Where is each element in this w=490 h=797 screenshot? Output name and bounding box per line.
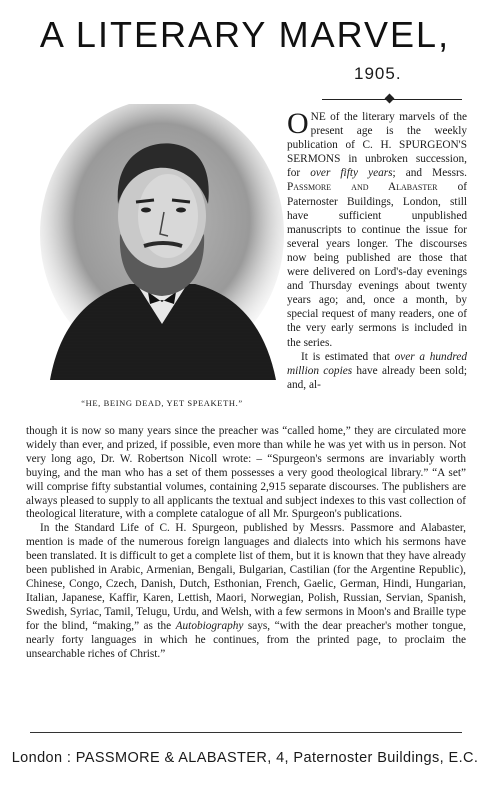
languages-text-1: In the Standard Life of C. H. Spurgeon, published by Messrs. Passmore and Alabaster, mention is made of the numerous foreign languages and dialects into which his sermons have been translated. It is difficult to get a complete list of them, but it is known that they have already been published in Arabic, Armenian, Bengali, Bulgarian, Castilian (for the Argentine Republic), Chinese, Congo, Czech, Danish, Dutch, Esthonian, French, Gaelic, German, Hindi, Hungarian, Italian, Japanese, Kaffir, Karen, Lettish, Maori, Norwegian, Polish, Russian, Servian, Spanish, Swedish, Syriac, Tamil, Telugu, Urdu, and Welsh, with a few sermons in Moon's and Braille type for the blind, “making,” as the: [26, 522, 466, 632]
estimate-text-2: have already been sold; and, al-: [287, 364, 467, 391]
intro-text-1: NE of the literary marvels of the present age is the weekly publication of C. H. SPURGEON'S SERMONS in unbroken succession, for: [287, 111, 467, 180]
page-title: A LITERARY MARVEL,: [39, 14, 451, 55]
footer-rule: [30, 732, 462, 733]
intro-text-3: of Paternoster Buildings, London, still have sufficient unpublished manuscripts to continue the issue for several years longer. The discourses now being published are those that were delivered on Lord's-day evenings and Thursday evenings about twenty years ago; and, once a month, by special request of many readers, one of the very early sermons is included in the series.: [287, 181, 467, 349]
portrait-engraving: [40, 104, 284, 380]
drop-cap: O: [287, 107, 309, 140]
intro-column: [287, 107, 467, 392]
intro-text-2: ; and Messrs.: [392, 167, 467, 180]
publisher-name: Passmore and Alabaster: [287, 181, 438, 194]
publisher-footer: London : PASSMORE & ALABASTER, 4, Paternoster Buildings, E.C.: [11, 750, 479, 766]
paragraph-sermons: though it is now so many years since the preacher was “called home,” they are circulated more widely than ever, and prized, if possible, even more than while he was yet with us in person. Not very long ago, Dr. W. Robertson Nicoll wrote: – “Spurgeon's sermons are invariably worth buying, and the man who has a set of them possesses a very good theological library.” “A set” will comprise fifty substantial volumes, containing 2,915 separate discourses. The publishers are always pleased to supply to all applicants the textual and subject indexes to this vast collection of theological literature, with a complete catalogue of all Mr. Spurgeon's publications.: [26, 425, 466, 521]
portrait-caption: “HE, BEING DEAD, YET SPEAKETH.”: [81, 398, 243, 408]
estimate-text-1: It is estimated that: [301, 350, 395, 363]
year-label: 1905.: [354, 64, 402, 83]
intro-italic-1: over fifty years: [310, 167, 393, 180]
autobiography-title: Autobiography: [175, 619, 244, 632]
estimate-italic: over a hundred million copies: [287, 350, 467, 377]
body-text: [26, 425, 466, 661]
languages-text-2: says, “with the dear preacher's mother tongue, nearly forty languages in which he continues, from the printed page, to proclaim the unsearchable riches of Christ.”: [26, 619, 466, 660]
diamond-ornament-icon: [385, 94, 395, 104]
